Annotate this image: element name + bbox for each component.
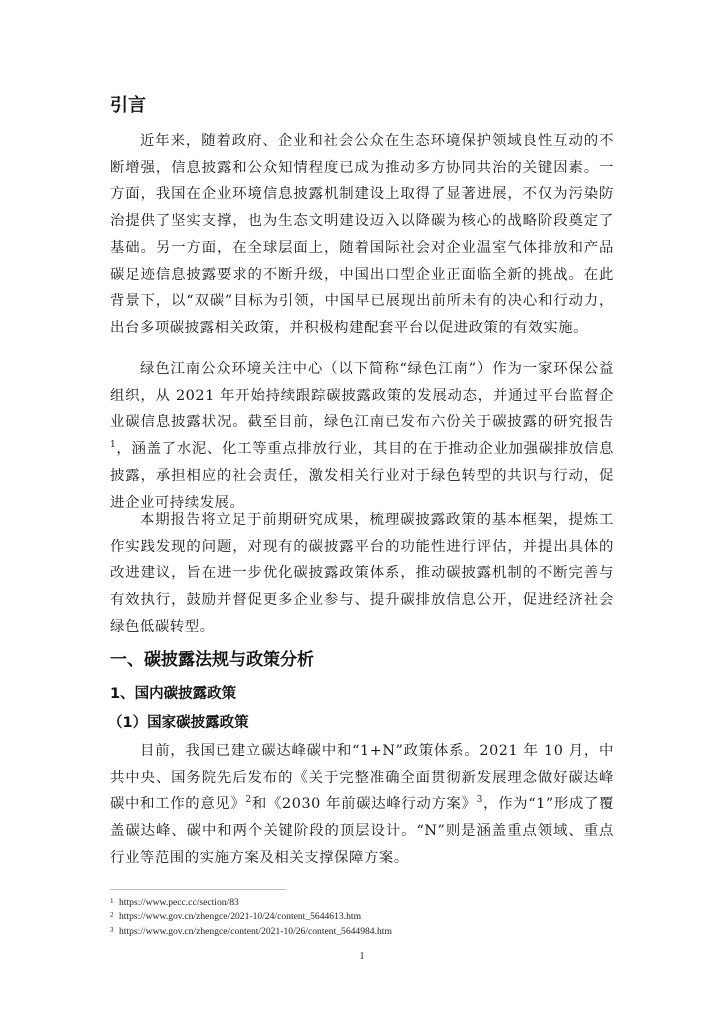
policy-paragraph-text-b: 和《2030 年前碳达峰行动方案》 — [251, 796, 477, 813]
footnote-number: 1 — [110, 897, 114, 905]
footnote-number: 3 — [110, 925, 114, 934]
footnote-mark-1[interactable]: 1 — [110, 440, 117, 451]
policy-paragraph — [110, 738, 614, 872]
subsubsection-heading: （1）国家碳披露政策 — [108, 715, 249, 731]
footnote-link[interactable]: https://www.gov.cn/zhengce/content/2021-10/26/content_5644984.htm — [119, 925, 392, 937]
intro-paragraph-2 — [110, 356, 614, 516]
policy-paragraph-text-c: ，作为“1”形成了覆盖碳达峰、碳中和两个关键阶段的顶层设计。“N”则是涵盖重点领域、重点行业等范围的实施方案及相关支撑保障方案。 — [110, 796, 614, 866]
section-heading: 一、碳披露法规与政策分析 — [110, 650, 314, 670]
footnote-number: 2 — [110, 911, 114, 920]
policy-paragraph-text-a: 目前，我国已建立碳达峰碳中和“1+N”政策体系。2021 年 10 月，中共中央、国务院先后发布的《关于完整准确全面贯彻新发展理念做好碳达峰碳中和工作的意见》 — [110, 743, 614, 813]
footnote-divider — [110, 889, 286, 890]
footnote-link[interactable]: https://www.gov.cn/zhengce/2021-10/24/content_5644613.htm — [119, 911, 362, 923]
intro-paragraph-2-text-b: ，涵盖了水泥、化工等重点排放行业，其目的在于推动企业加强碳排放信息披露，承担相应的社会责任，激发相关行业对于绿色转型的共识与行动，促进企业可持续发展。 — [110, 441, 614, 511]
intro-paragraph-3: 本期报告将立足于前期研究成果，梳理碳披露政策的基本框架，提炼工作实践发现的问题，对现有的碳披露平台的功能性进行评估，并提出具体的改进建议，旨在进一步优化碳披露政策体系，推动碳披露机制的不断完善与有效执行，鼓励并督促更多企业参与、提升碳排放信息公开，促进经济社会绿色低碳转型。 — [110, 512, 614, 635]
intro-heading: 引言 — [110, 95, 146, 116]
footnotes — [110, 896, 392, 939]
page-number: 1 — [359, 950, 365, 962]
intro-paragraph-2-text-a: 绿色江南公众环境关注中心（以下简称“绿色江南”）作为一家环保公益组织，从 2021 年开始持续跟踪碳披露政策的发展动态，并通过平台监督企业碳信息披露状况。截至目前，绿色江南已发布六份关于碳披露的研究报告 — [110, 361, 614, 431]
footnote-mark-3[interactable]: 3 — [476, 795, 483, 806]
intro-paragraph-1: 近年来，随着政府、企业和社会公众在生态环境保护领域良性互动的不断增强，信息披露和公众知情程度已成为推动多方协同共治的关键因素。一方面，我国在企业环境信息披露机制建设上取得了显著进展，不仅为污染防治提供了坚实支撑，也为生态文明建设迈入以降碳为核心的战略阶段奠定了基础。另一方面，在全球层面上，随着国际社会对企业温室气体排放和产品碳足迹信息披露要求的不断升级，中国出口型企业正面临全新的挑战。在此背景下，以“双碳”目标为引领，中国早已展现出前所未有的决心和行动力，出台多项碳披露相关政策，并积极构建配套平台以促进政策的有效实施。 — [110, 133, 614, 336]
subsection-heading: 1、国内碳披露政策 — [110, 686, 237, 702]
footnote-mark-2[interactable]: 2 — [245, 795, 252, 806]
footnote-item — [110, 910, 392, 924]
footnote-item — [110, 896, 392, 910]
footnote-item — [110, 925, 392, 939]
footnote-link[interactable]: https://www.pecc.cc/section/83 — [119, 897, 239, 908]
